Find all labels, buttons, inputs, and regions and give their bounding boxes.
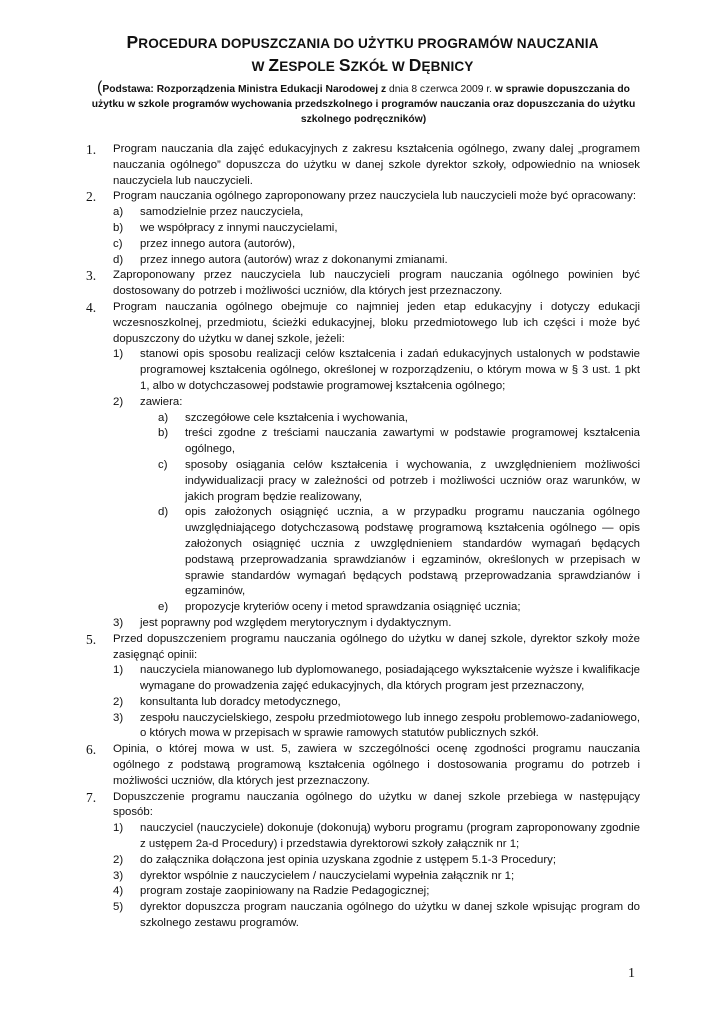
sub-item-mark: 2) — [113, 395, 124, 408]
sub-list — [113, 663, 640, 742]
title2-part: W — [251, 59, 269, 74]
numbered-list — [86, 142, 640, 932]
sub-sub-item-mark: d) — [158, 506, 169, 519]
sub-list — [113, 347, 640, 631]
title2-part: ZKÓŁ W — [350, 59, 409, 74]
sub-item-mark: 3) — [113, 711, 124, 724]
basis-bold-2: w sprawie dopuszczania do użytku w szkole programów wychowania przedszkolnego i programów nauczania oraz dopuszczania do użytku szkolnego podręczników) — [91, 84, 636, 125]
list-item — [86, 742, 640, 789]
sub-item-mark: 1) — [113, 822, 124, 835]
sub-item — [113, 711, 640, 743]
sub-sub-item — [140, 426, 640, 458]
sub-item-text: samodzielnie przez nauczyciela, — [140, 206, 304, 219]
sub-sub-item-text: szczegółowe cele kształcenia i wychowania, — [185, 411, 408, 424]
title2-part: ESPOLE — [279, 59, 339, 74]
procedure-list — [86, 142, 640, 932]
sub-sub-item — [140, 505, 640, 600]
sub-sub-item-text: propozycje kryteriów oceny i metod sprawdzania osiągnięć ucznia; — [185, 601, 521, 614]
sub-item-text: stanowi opis sposobu realizacji celów kształcenia i zadań edukacyjnych ustalonych w podstawie programowej kształcenia ogólnego, określonej w rozporządzeniu, o którym mowa w § 3 ust. 1 pkt 1, albo w dotychczasowej podstawie programowej kształcenia ogólnego; — [140, 348, 640, 392]
title-text: ROCEDURA DOPUSZCZANIA DO UŻYTKU PROGRAMÓW NAUCZANIA — [138, 36, 599, 51]
basis-bold-1: Podstawa: Rozporządzenia Ministra Edukacji Narodowej z — [102, 84, 387, 95]
basis-date: dnia 8 czerwca 2009 r. — [386, 84, 495, 95]
sub-item-text: zespołu nauczycielskiego, zespołu przedmiotowego lub innego zespołu problemowo-zadaniowego, o których mowa w przepisach w sprawie ramowych statutów publicznych szkół. — [140, 711, 640, 740]
item-text: Dopuszczenie programu nauczania ogólnego do użytku w danej szkole przebiega w następujący sposób: — [113, 790, 640, 819]
item-text: Program nauczania dla zajęć edukacyjnych z zakresu kształcenia ogólnego, zwany dalej „programem nauczania ogólnego” dopuszcza do użytku w danej szkole dyrektor szkoły, odpowiednio na wniosek nauczyciela lub nauczycieli. — [113, 143, 640, 187]
sub-item-mark: b) — [113, 221, 124, 234]
sub-item-text: we współpracy z innymi nauczycielami, — [140, 221, 338, 234]
sub-item-mark: a) — [113, 206, 124, 219]
item-number: 5. — [86, 631, 97, 647]
sub-item-text: przez innego autora (autorów) wraz z dokonanymi zmianami. — [140, 253, 448, 266]
list-item — [86, 268, 640, 300]
sub-item-text: dyrektor dopuszcza program nauczania ogólnego do użytku w danej szkole wpisując program do szkolnego zestawu programów. — [140, 901, 640, 930]
item-number: 3. — [86, 268, 97, 284]
item-text: Program nauczania ogólnego obejmuje co najmniej jeden etap edukacyjny i dotyczy edukacji wczesnoszkolnej, przedmiotu, ścieżki edukacyjnej, bloku przedmiotowego lub ich części i może być dopuszczony do użytku w danej szkole, jeżeli: — [113, 300, 640, 345]
sub-item — [113, 869, 640, 885]
item-text: Przed dopuszczeniem programu nauczania ogólnego do użytku w danej szkole, dyrektor szkoły może zasięgnąć opinii: — [113, 632, 640, 661]
page-number: 1 — [628, 966, 635, 981]
sub-item-mark: d) — [113, 253, 124, 266]
sub-item — [113, 663, 640, 695]
list-item — [86, 300, 640, 632]
sub-sub-item-mark: b) — [158, 427, 169, 440]
sub-item-text: zawiera: — [140, 395, 183, 408]
sub-item-mark: 2) — [113, 853, 124, 866]
sub-item — [113, 237, 640, 253]
item-number: 6. — [86, 742, 97, 758]
list-item — [86, 790, 640, 932]
sub-item-text: do załącznika dołączona jest opinia uzyskana zgodnie z ustępem 5.1-3 Procedury; — [140, 853, 557, 866]
sub-item-text: nauczyciel (nauczyciele) dokonuje (dokonują) wyboru programu (program zaproponowany zgodnie z ustępem 2a-d Procedury) i przedstawia dyrektorowi szkoły załącznik nr 1; — [140, 822, 640, 851]
sub-sub-item — [140, 600, 640, 616]
sub-item — [113, 395, 640, 616]
sub-item — [113, 347, 640, 394]
sub-sub-item — [140, 458, 640, 505]
sub-item-text: dyrektor wspólnie z nauczycielem / nauczycielami wypełnia załącznik nr 1; — [140, 869, 515, 882]
sub-sub-item-mark: e) — [158, 601, 169, 614]
item-number: 7. — [86, 789, 97, 805]
sub-item — [113, 221, 640, 237]
sub-sub-item-mark: a) — [158, 411, 169, 424]
item-text: Zaproponowany przez nauczyciela lub nauczycieli program nauczania ogólnego powinien być dostosowany do potrzeb i możliwości uczniów, dla których jest przeznaczony. — [113, 269, 640, 298]
sub-item — [113, 821, 640, 853]
sub-item — [113, 900, 640, 932]
item-number: 1. — [86, 142, 97, 157]
sub-sub-item — [140, 411, 640, 427]
sub-item-mark: 5) — [113, 901, 124, 914]
title2-initial: S — [338, 55, 351, 75]
sub-item-mark: 1) — [113, 664, 124, 677]
item-text: Opinia, o której mowa w ust. 5, zawiera w szczególności ocenę zgodności programu nauczania ogólnego z podstawą programową kształcenia ogólnego i dostosowania programu do potrzeb i możliwości uczniów, dla których jest przeznaczony. — [113, 743, 640, 787]
sub-list — [113, 821, 640, 932]
sub-item-text: nauczyciela mianowanego lub dyplomowanego, posiadającego wykształcenie wyższe i kwalifikacje wymagane do prowadzenia zajęć edukacyjnych, dla których program jest przeznaczony, — [140, 664, 640, 693]
list-item — [86, 189, 640, 268]
sub-item-mark: 3) — [113, 616, 124, 629]
sub-sub-item-text: sposoby osiągania celów kształcenia i wychowania, z uwzględnieniem możliwości indywidualizacji pracy w zależności od potrzeb i możliwości uczniów oraz warunków, w jakich program będzie realizowany, — [185, 458, 640, 503]
sub-item — [113, 695, 640, 711]
sub-item — [113, 616, 640, 632]
item-number: 2. — [86, 189, 97, 205]
sub-item-text: przez innego autora (autorów), — [140, 237, 296, 250]
title2-initial: Z — [268, 55, 280, 75]
title2-part: ĘBNICY — [421, 59, 474, 74]
list-item — [86, 632, 640, 743]
sub-item-mark: 1) — [113, 348, 124, 361]
legal-basis — [86, 80, 641, 127]
item-number: 4. — [86, 299, 97, 315]
sub-sub-item-text: opis założonych osiągnięć ucznia, a w przypadku programu nauczania ogólnego uwzględniającego dotychczasową podstawę programową kształcenia ogólnego — opis założonych osiągnięć ucznia z uwzględnieniem standardów wymagań będących podstawą przeprowadzania sprawdzianów i egzaminów, określonych w przepisach w sprawie standardów wymagań będących podstawą przeprowadzania sprawdzianów i egzaminów, — [185, 506, 640, 598]
sub-item-mark: 2) — [113, 695, 124, 708]
sub-item-mark: 4) — [113, 885, 124, 898]
title2-initial: D — [408, 55, 422, 75]
sub-sub-item-text: treści zgodne z treściami nauczania zawartymi w podstawie programowej kształcenia ogólnego, — [185, 427, 640, 456]
sub-item — [113, 853, 640, 869]
sub-item-text: program zostaje zaopiniowany na Radzie Pedagogicznej; — [140, 885, 430, 898]
sub-item — [113, 884, 640, 900]
title-initial: P — [126, 32, 139, 52]
sub-item-text: jest poprawny pod względem merytorycznym i dydaktycznym. — [140, 616, 452, 629]
sub-item — [113, 253, 640, 269]
sub-list — [113, 205, 640, 268]
document-title-line-2 — [60, 55, 665, 76]
document-title-line-1 — [60, 32, 665, 53]
sub-item-mark: c) — [113, 237, 123, 250]
sub-item-mark: 3) — [113, 869, 124, 882]
list-item — [86, 142, 640, 189]
sub-sub-list — [140, 411, 640, 616]
sub-item — [113, 205, 640, 221]
sub-sub-item-mark: c) — [158, 458, 168, 471]
item-text: Program nauczania ogólnego zaproponowany przez nauczyciela lub nauczycieli może być opracowany: — [113, 190, 637, 203]
sub-item-text: konsultanta lub doradcy metodycznego, — [140, 695, 341, 708]
open-paren: ( — [97, 79, 103, 96]
